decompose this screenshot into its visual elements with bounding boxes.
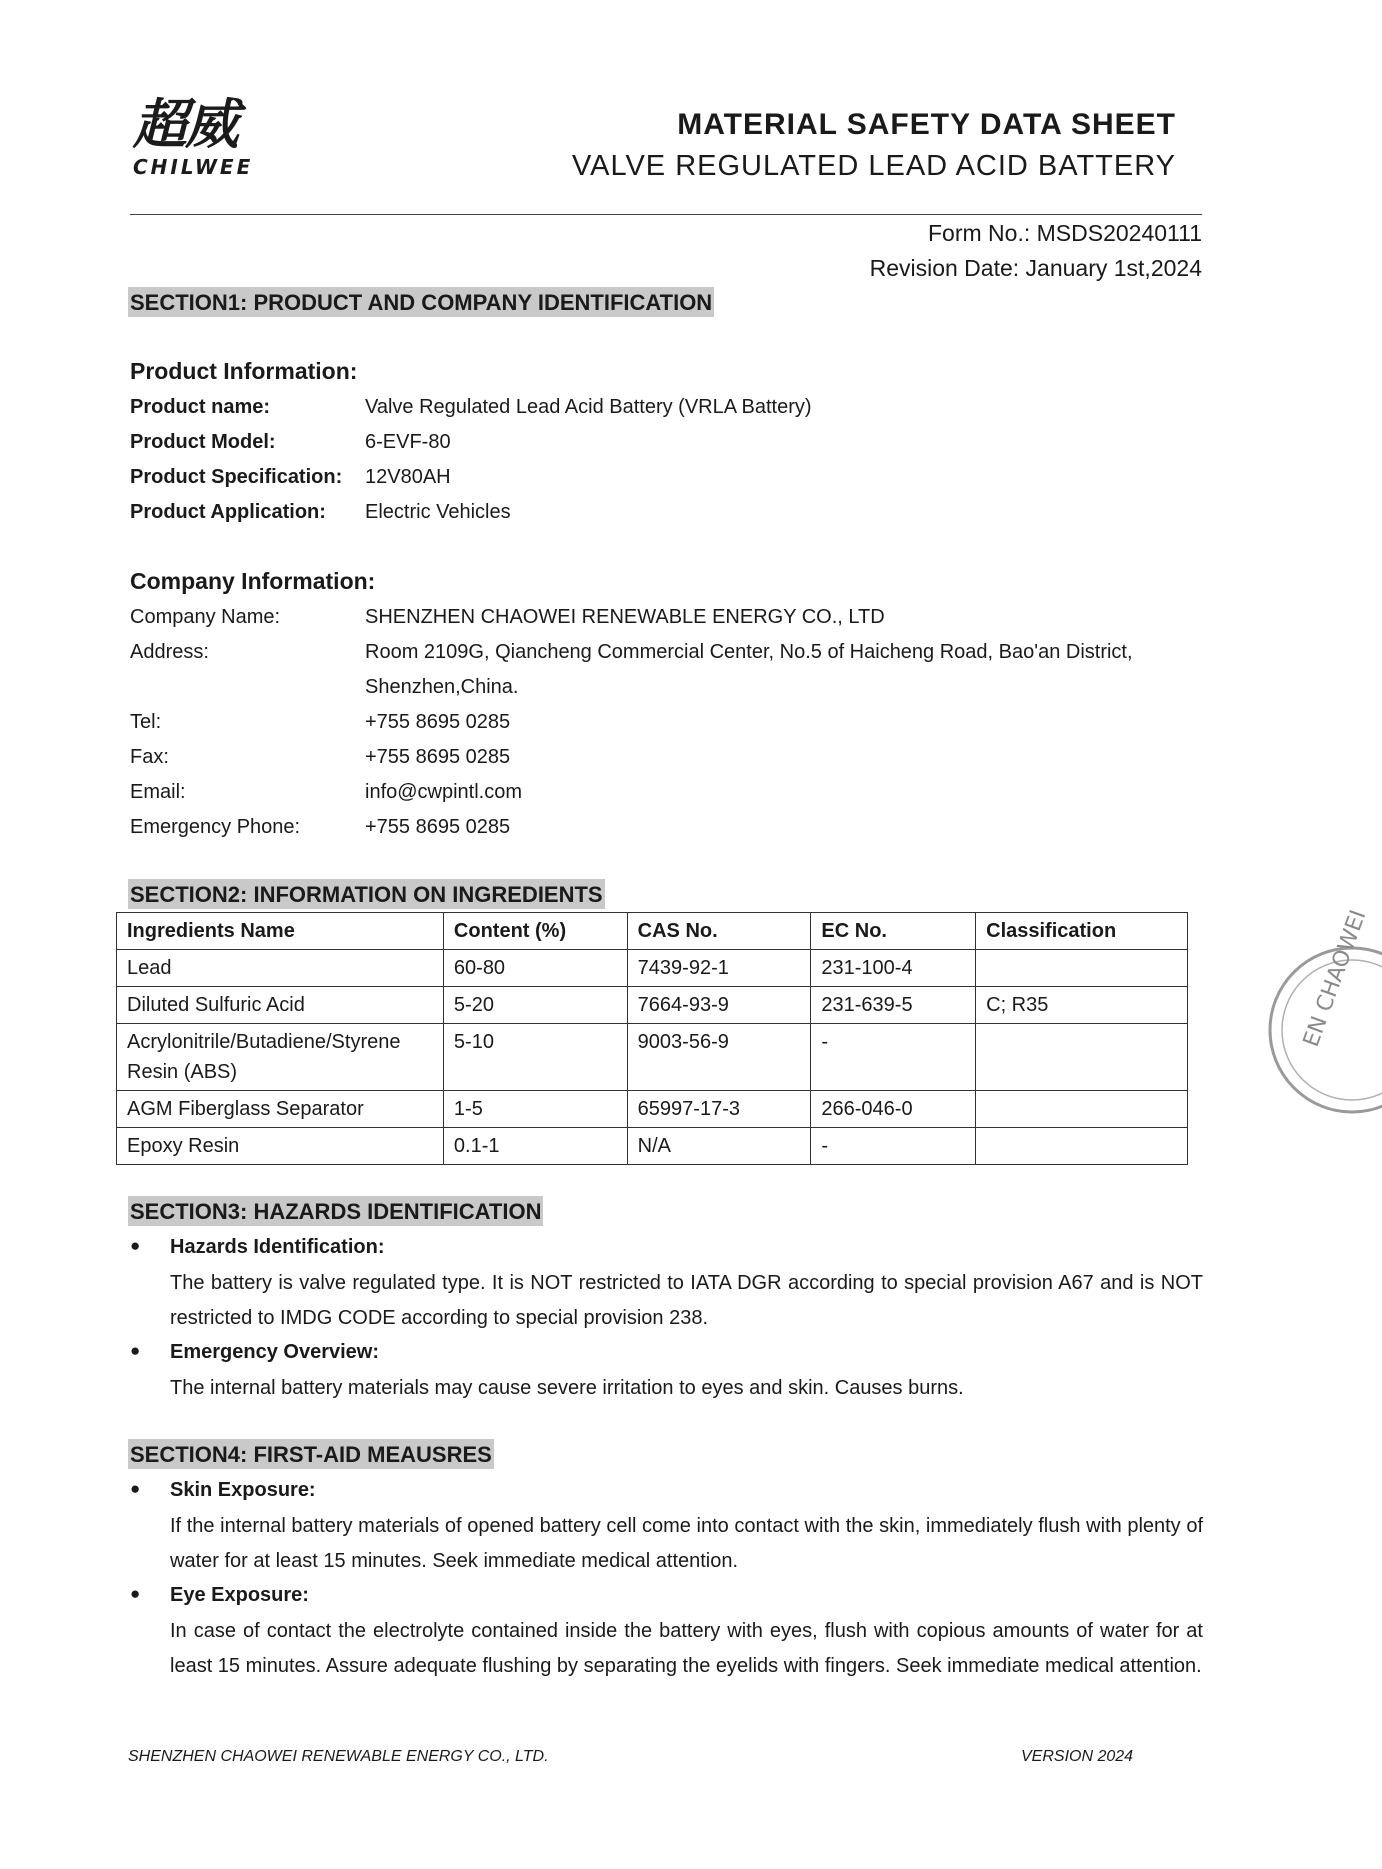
section4-heading: SECTION4: FIRST-AID MEAUSRES bbox=[128, 1439, 494, 1469]
emergency-phone-value: +755 8695 0285 bbox=[365, 816, 511, 838]
hazards-identification-title: ● Hazards Identification: bbox=[170, 1236, 384, 1259]
fax-label: Fax: bbox=[130, 746, 169, 768]
section1-heading: SECTION1: PRODUCT AND COMPANY IDENTIFICATION bbox=[128, 287, 714, 317]
table-cell bbox=[976, 1024, 1188, 1091]
company-info-heading: Company Information: bbox=[130, 568, 376, 594]
skin-exposure-text: If the internal battery materials of opened battery cell come into contact with the skin, immediately flush with plenty of water for at least 15 minutes. Seek immediate medical attention. bbox=[170, 1515, 1203, 1572]
email-value: info@cwpintl.com bbox=[365, 781, 523, 803]
product-name-value: Valve Regulated Lead Acid Battery (VRLA Battery) bbox=[365, 396, 812, 418]
footer-company: SHENZHEN CHAOWEI RENEWABLE ENERGY CO., LTD. bbox=[128, 1748, 549, 1765]
skin-exposure-title: ● Skin Exposure: bbox=[170, 1479, 316, 1502]
document-subtitle: VALVE REGULATED LEAD ACID BATTERY bbox=[571, 150, 1176, 182]
table-cell bbox=[976, 1091, 1188, 1128]
eye-exposure-title: ● Eye Exposure: bbox=[170, 1584, 309, 1607]
table-cell: 5-10 bbox=[443, 1024, 627, 1091]
table-cell: C; R35 bbox=[976, 987, 1188, 1024]
product-spec-label: Product Specification: bbox=[130, 466, 343, 488]
table-cell: 7664-93-9 bbox=[627, 987, 811, 1024]
column-header: EC No. bbox=[811, 913, 976, 950]
logo-chinese: 超威 bbox=[133, 93, 237, 156]
emergency-phone-label: Emergency Phone: bbox=[130, 816, 301, 838]
table-cell: 7439-92-1 bbox=[627, 950, 811, 987]
table-row bbox=[117, 1128, 1188, 1165]
stamp-text: EN CHAOWEI bbox=[1298, 906, 1372, 1051]
emergency-overview-title: ● Emergency Overview: bbox=[170, 1341, 379, 1364]
table-cell: 0.1-1 bbox=[443, 1128, 627, 1165]
email-label: Email: bbox=[130, 781, 186, 803]
table-row bbox=[117, 987, 1188, 1024]
section2-heading: SECTION2: INFORMATION ON INGREDIENTS bbox=[128, 879, 605, 909]
logo-english: CHILWEE bbox=[133, 155, 254, 179]
table-cell: - bbox=[811, 1128, 976, 1165]
table-cell bbox=[976, 950, 1188, 987]
hazards-identification-text: The battery is valve regulated type. It is NOT restricted to IATA DGR according to special provision A67 and is NOT restricted to IMDG CODE according to special provision 238. bbox=[170, 1272, 1203, 1329]
section3-heading: SECTION3: HAZARDS IDENTIFICATION bbox=[128, 1196, 543, 1226]
table-cell: 1-5 bbox=[443, 1091, 627, 1128]
eye-exposure-text: In case of contact the electrolyte contained inside the battery with eyes, flush with copious amounts of water for at least 15 minutes. Assure adequate flushing by separating the eyelids with fingers. Seek immediate medical attention. bbox=[170, 1620, 1203, 1677]
emergency-overview-text: The internal battery materials may cause severe irritation to eyes and skin. Causes burns. bbox=[170, 1377, 964, 1399]
product-spec-value: 12V80AH bbox=[365, 466, 451, 488]
company-stamp bbox=[1252, 906, 1382, 1120]
table-cell: 9003-56-9 bbox=[627, 1024, 811, 1091]
product-name-label: Product name: bbox=[130, 396, 271, 418]
column-header: Content (%) bbox=[443, 913, 627, 950]
column-header: Classification bbox=[976, 913, 1188, 950]
company-name-value: SHENZHEN CHAOWEI RENEWABLE ENERGY CO., LTD bbox=[365, 606, 885, 628]
product-model-label: Product Model: bbox=[130, 431, 276, 453]
table-cell: Diluted Sulfuric Acid bbox=[117, 987, 444, 1024]
tel-value: +755 8695 0285 bbox=[365, 711, 511, 733]
ingredients-table bbox=[116, 912, 1188, 1165]
table-cell bbox=[976, 1128, 1188, 1165]
table-cell: Lead bbox=[117, 950, 444, 987]
form-number: Form No.: MSDS20240111 bbox=[928, 220, 1202, 246]
revision-date: Revision Date: January 1st,2024 bbox=[869, 255, 1202, 281]
table-row bbox=[117, 950, 1188, 987]
product-model-value: 6-EVF-80 bbox=[365, 431, 451, 453]
table-cell: 5-20 bbox=[443, 987, 627, 1024]
product-application-label: Product Application: bbox=[130, 501, 326, 523]
address-label: Address: bbox=[130, 641, 209, 663]
company-name-label: Company Name: bbox=[130, 606, 281, 628]
header-rule bbox=[130, 214, 1202, 215]
footer-version: VERSION 2024 bbox=[1021, 1748, 1134, 1765]
address-value-line2: Shenzhen,China. bbox=[365, 676, 519, 698]
tel-label: Tel: bbox=[130, 711, 162, 733]
table-cell: N/A bbox=[627, 1128, 811, 1165]
table-cell: 60-80 bbox=[443, 950, 627, 987]
column-header: Ingredients Name bbox=[117, 913, 444, 950]
table-cell: AGM Fiberglass Separator bbox=[117, 1091, 444, 1128]
fax-value: +755 8695 0285 bbox=[365, 746, 511, 768]
table-cell: 231-639-5 bbox=[811, 987, 976, 1024]
table-cell: 266-046-0 bbox=[811, 1091, 976, 1128]
table-cell: 65997-17-3 bbox=[627, 1091, 811, 1128]
document-title: MATERIAL SAFETY DATA SHEET bbox=[677, 108, 1176, 141]
table-header-row bbox=[117, 913, 1188, 950]
column-header: CAS No. bbox=[627, 913, 811, 950]
table-row bbox=[117, 1024, 1188, 1091]
table-cell: Epoxy Resin bbox=[117, 1128, 444, 1165]
product-info-heading: Product Information: bbox=[130, 358, 358, 384]
address-value: Room 2109G, Qiancheng Commercial Center, No.5 of Haicheng Road, Bao'an District, bbox=[365, 641, 1133, 663]
table-cell: Acrylonitrile/Butadiene/Styrene Resin (ABS) bbox=[117, 1024, 444, 1091]
table-row bbox=[117, 1091, 1188, 1128]
table-cell: - bbox=[811, 1024, 976, 1091]
product-application-value: Electric Vehicles bbox=[365, 501, 511, 523]
table-cell: 231-100-4 bbox=[811, 950, 976, 987]
